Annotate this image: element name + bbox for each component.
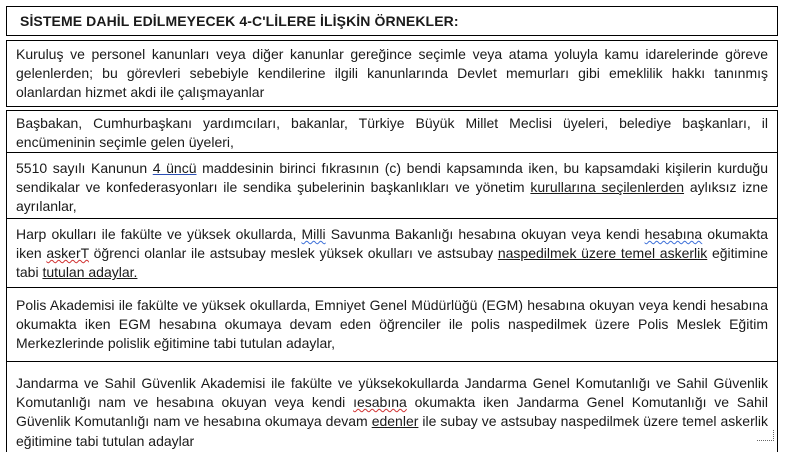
section-header (6, 6, 778, 36)
example-text: Polis Akademisi ile fakülte ve yüksek okullarda, Emniyet Genel Müdürlüğü (EGM) hesabına okuyan veya kendi hesabına okumakta iken EGM hesabına okumaya devam eden öğrenciler ile polis naspedilmek üzere Polis Meslek Eğitim Merkezlerinde polislik eğitimine tabi tutulan adaylar, (16, 297, 768, 352)
text-run: aylıksız izne ayrılanlar, (16, 179, 768, 215)
example-text (7, 362, 777, 451)
document-page (6, 6, 778, 449)
text-run: okumakta iken (16, 226, 768, 262)
spellcheck-word: hesabına (644, 226, 703, 242)
example-text: Başbakan, Cumhurbaşkanı yardımcıları, bakanlar, Türkiye Büyük Millet Meclisi üyeleri, belediye başkanları, il encümeninin seçimle gelen üyeleri, (16, 115, 768, 151)
law-article-link[interactable]: 4 üncü (152, 160, 197, 176)
example-cell-5 (6, 288, 778, 362)
text-run: okumakta iken Jandarma Genel Komutanlığı ve Sahil Güvenlik Komutanlığı nam ve hesabına okumaya devam (16, 394, 768, 430)
stray-rule (21, 361, 171, 362)
stray-rule (476, 218, 551, 219)
example-text (7, 219, 777, 283)
example-cell-6 (6, 362, 778, 452)
spellcheck-word: Milli (301, 226, 326, 242)
text-run: ile subay ve astsubay naspedilmek üzere temel askerlik eğitimine tabi tutulan adaylar (16, 413, 768, 449)
example-text (7, 153, 777, 217)
text-run: maddesinin birinci fıkrasının (c) bendi kapsamında iken, bu kapsamdaki kişilerin kurduğu sendikalar ve konfederasyonları ile sendika şubelerinin başkanlıkları ve yönetim (16, 160, 768, 196)
example-cell-4 (6, 219, 778, 288)
stray-rule (626, 361, 776, 362)
underlined-phrase: edenler (371, 413, 419, 430)
example-cell-3 (6, 153, 778, 219)
page-corner-mark (757, 430, 774, 441)
spellcheck-word: ıesabına (353, 394, 407, 411)
text-run: Savunma Bakanlığı hesabına okuyan veya kendi (325, 226, 645, 242)
text-run: eğitimine tabi (16, 245, 769, 281)
spellcheck-word: askerT (46, 245, 89, 262)
underlined-phrase: naspedilmek üzere temel askerlik (497, 245, 708, 262)
underlined-phrase: kurullarına seçilenlerden (530, 179, 685, 196)
stray-rule (618, 287, 738, 288)
stray-rule (271, 361, 356, 362)
underlined-phrase: tutulan adaylar. (42, 264, 138, 281)
example-cell-2 (6, 110, 778, 153)
section-title: SİSTEME DAHİL EDİLMEYECEK 4-C'LİLERE İLİŞKİN ÖRNEKLER: (20, 13, 459, 29)
text-run: 5510 sayılı Kanunun (16, 160, 153, 176)
text-run: öğrenci olanlar ile astsubay meslek yüksek okulları ve astsubay (88, 245, 498, 262)
text-run: Harp okulları ile fakülte ve yüksek okullarda, (16, 226, 302, 242)
text-run: Jandarma ve Sahil Güvenlik Akademisi ile fakülte ve yüksekokullarda Jandarma Genel Komutanlığı ve Sahil Güvenlik Komutanlığı nam ve hesabına okuyan veya kendi (16, 375, 768, 411)
example-text: Kuruluş ve personel kanunları veya diğer kanunlar gereğince seçimle veya atama yoluyla kamu idarelerinde göreve gelenlerden; bu görevleri sebebiyle kendilerine ilgili kanunlarında Devlet memurları gibi emeklilik hakkı tanınmış olanlardan hizmet akdi ile çalışmayanlar (16, 46, 768, 101)
example-cell-1 (6, 40, 778, 107)
